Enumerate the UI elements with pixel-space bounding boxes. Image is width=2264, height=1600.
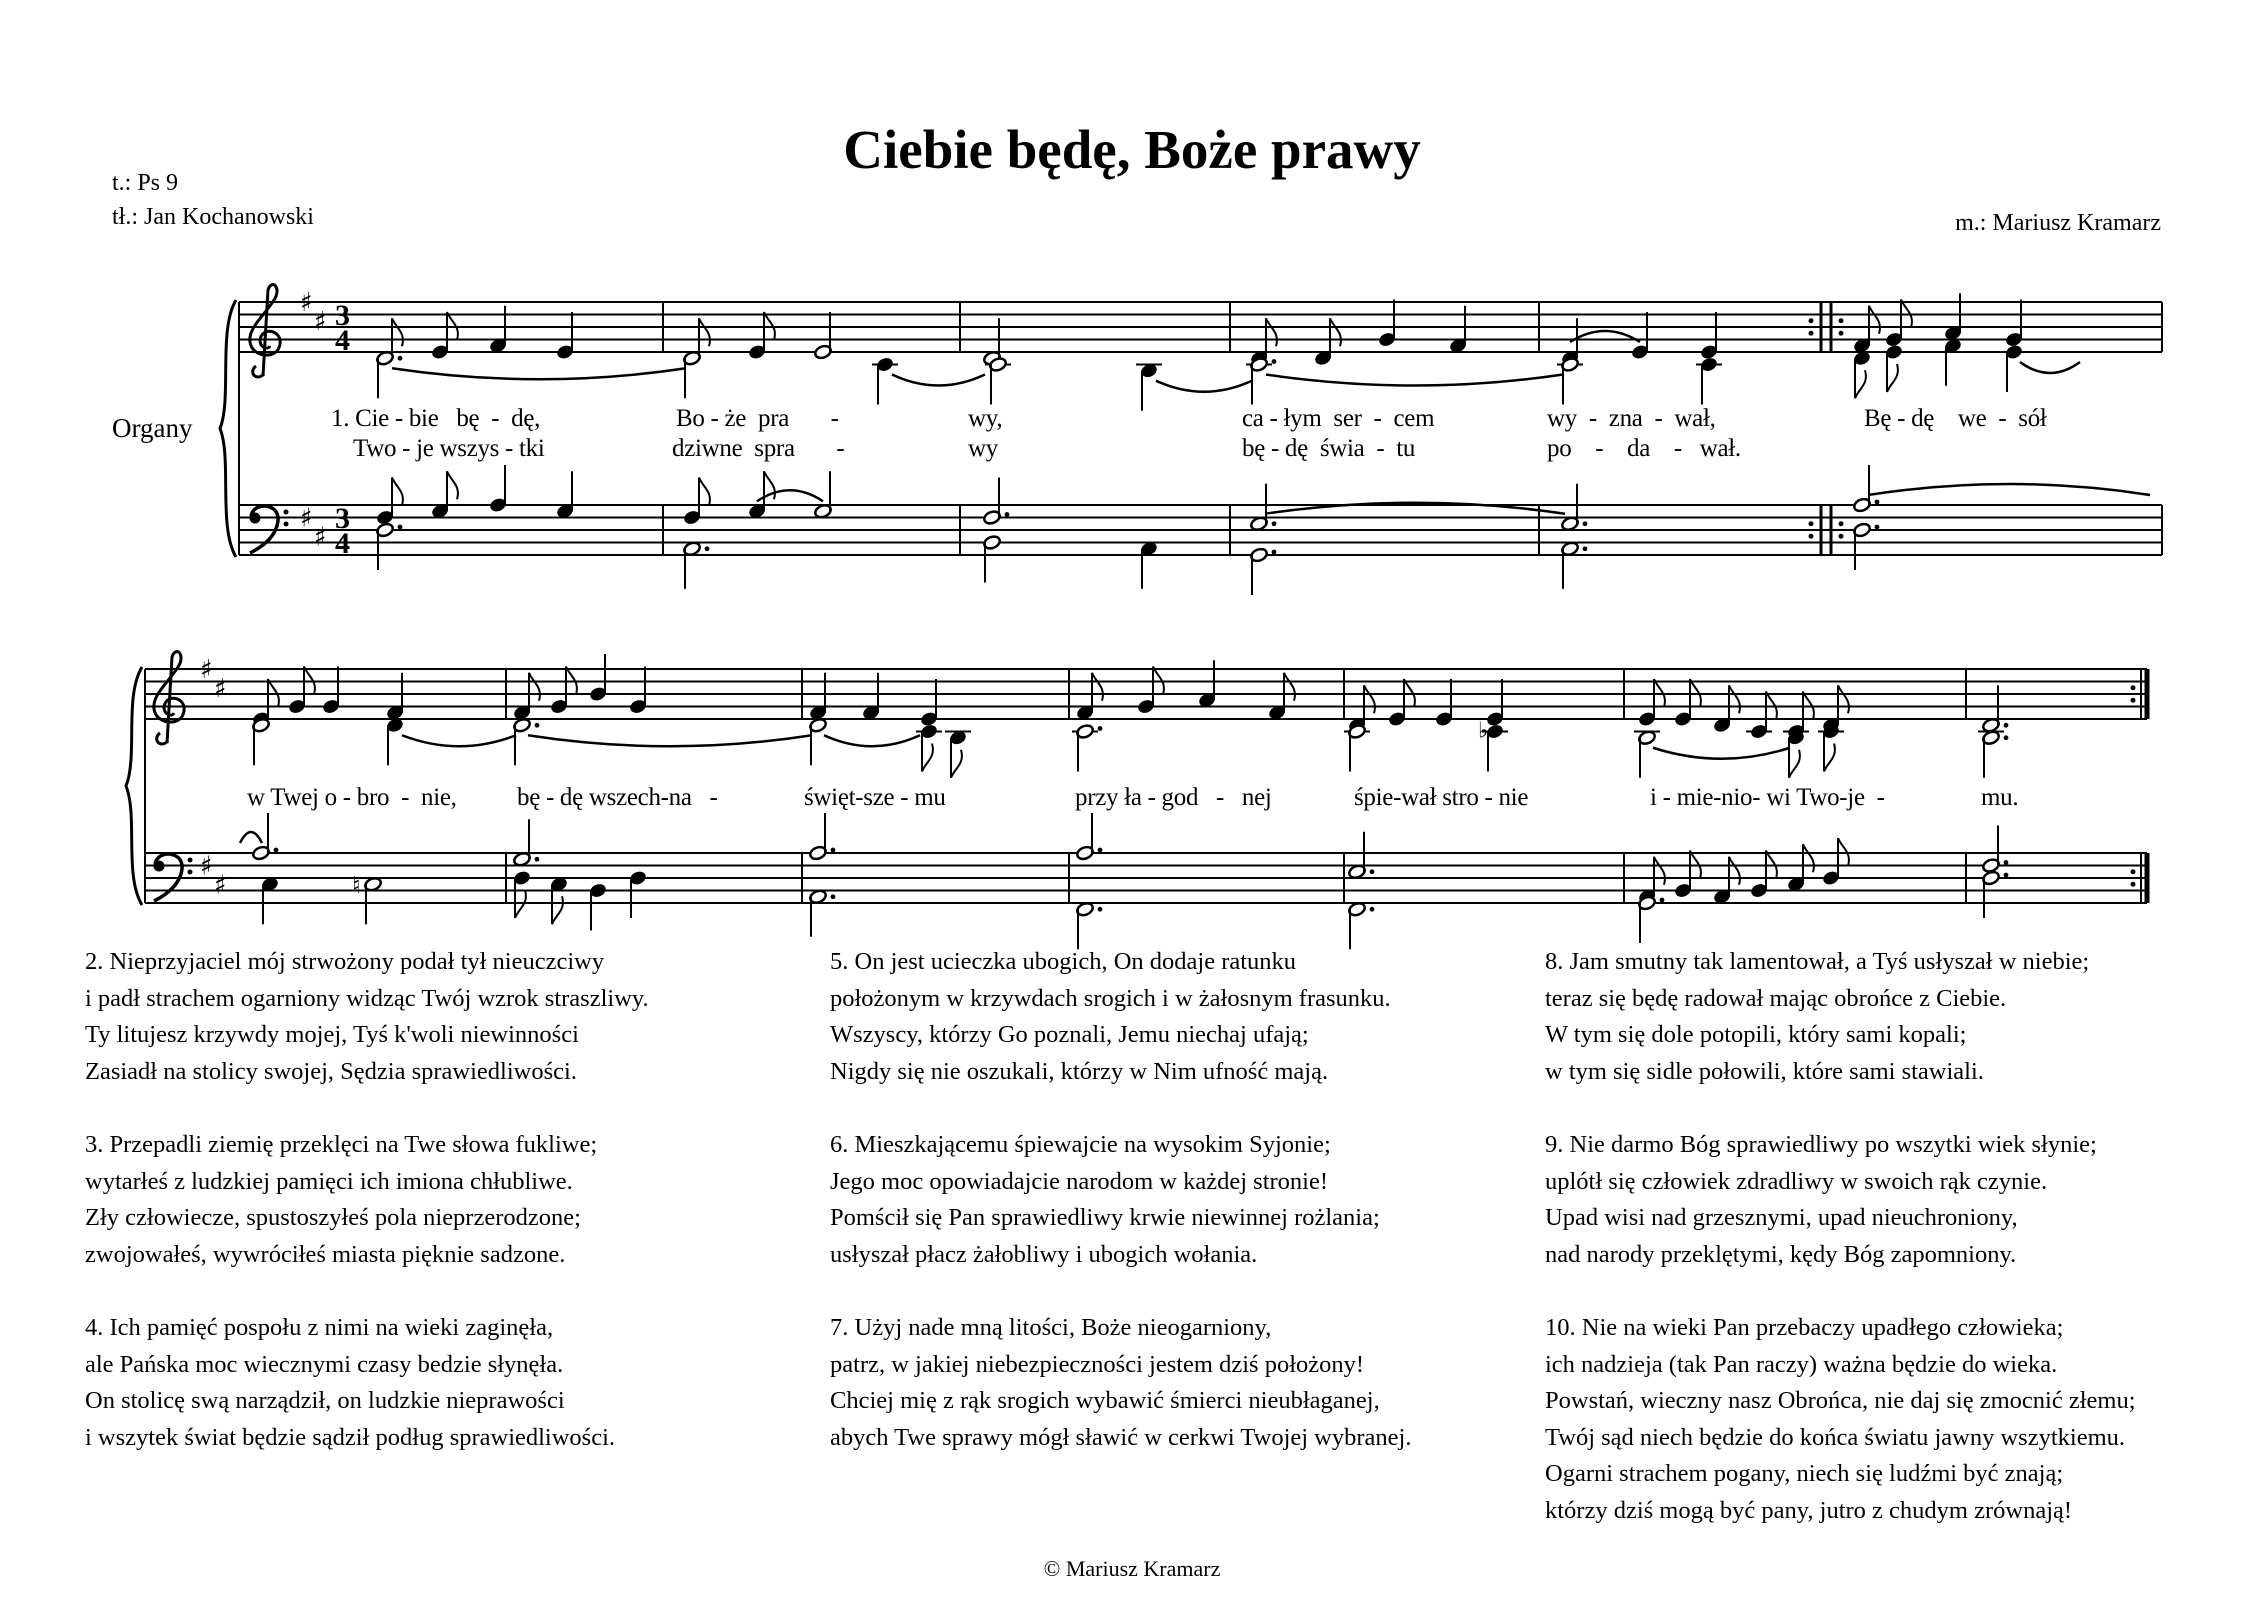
augmentation-dot <box>2004 735 2009 740</box>
stanza-line: teraz się będę radował mając obrońce z Ciebie. <box>1545 984 2007 1012</box>
treble-clef-icon <box>154 652 184 744</box>
augmentation-dot <box>1272 521 1277 526</box>
slur <box>757 490 823 501</box>
stanza <box>830 944 1411 1090</box>
augmentation-dot <box>2004 723 2009 728</box>
stanza-line: 8. Jam smutny tak lamentował, a Tyś usłyszał w niebie; <box>1545 948 2090 975</box>
lyric-verse1: ca - łym ser - cem <box>1242 405 1435 432</box>
sharp-icon: ♯ <box>214 870 227 901</box>
note-flag <box>392 318 403 346</box>
sharp-icon: ♯ <box>200 655 213 685</box>
note-flag <box>1855 370 1866 398</box>
slur <box>528 735 812 746</box>
note-flag <box>392 478 403 506</box>
slur <box>240 832 262 843</box>
stanza-line: Upad wisi nad grzesznymi, upad nieuchroniony, <box>1545 1204 2018 1232</box>
augmentation-dot <box>398 525 403 530</box>
note-flag <box>447 471 458 499</box>
augmentation-dot <box>1005 512 1010 517</box>
lyric-verse1: 1. Cie - bie bę - dę, <box>331 405 541 432</box>
lyric-system2: święt-sze - mu <box>804 784 946 811</box>
note-flag <box>1729 857 1740 885</box>
stanza-line: ale Pańska moc wiecznymi czasy bedzie słynęła. <box>85 1350 564 1378</box>
augmentation-dot <box>1098 848 1103 853</box>
stanza-line: Zasiadł na stolicy swojej, Sędzia sprawiedliwości. <box>85 1057 577 1085</box>
page-title: Ciebie będę, Boże prawy <box>843 119 1421 180</box>
stanza <box>85 1310 649 1456</box>
stanza-line: 2. Nieprzyjaciel mój strwożony podał tył nieuczciwy <box>85 948 605 975</box>
note-flag <box>1364 685 1375 713</box>
brace <box>220 300 236 557</box>
stanza-line: uplótł się człowiek zdradliwy w swoich rąk czynie. <box>1545 1167 2048 1195</box>
stanza-line: Nigdy się nie oszukali, którzy w Nim ufność mają. <box>830 1057 1329 1085</box>
augmentation-dot <box>2004 873 2009 878</box>
repeat-dot <box>2131 685 2136 690</box>
stanza-line: 9. Nie darmo Bóg sprawiedliwy po wszytki wiek słynie; <box>1545 1130 2097 1158</box>
stanza-line: Pomścił się Pan sprawiedliwy krwie niewinnej rożlania; <box>830 1204 1380 1232</box>
stanza-line: 5. On jest ucieczka ubogich, On dodaje ratunku <box>830 948 1297 975</box>
bass-clef-dot <box>188 858 193 863</box>
augmentation-dot <box>1583 546 1588 551</box>
lyric-verse1: wy, <box>968 405 1003 432</box>
time-signature-numerator: 3 <box>335 299 350 332</box>
repeat-dot <box>1809 318 1814 323</box>
lyric-system2: mu. <box>1981 784 2019 811</box>
stanza <box>1545 1310 2136 1530</box>
lyric-verse2: dziwne spra - <box>672 435 845 462</box>
repeat-dot <box>2131 882 2136 887</box>
note-flag <box>1654 857 1665 885</box>
repeat-dot <box>2131 869 2136 874</box>
stanza-column <box>85 944 649 1493</box>
augmentation-dot <box>1272 359 1277 364</box>
sharp-icon: ♯ <box>200 851 213 882</box>
note-flag <box>1266 318 1277 346</box>
stanza-line: położonym w krzywdach srogich i w żałosnym frasunku. <box>830 984 1391 1012</box>
lyric-verse1: Bo - że pra - <box>676 405 839 432</box>
instrument-name: Organy <box>112 413 193 443</box>
bass-clef-dot <box>284 510 289 515</box>
sharp-icon: ♯ <box>314 306 327 337</box>
stanza-line: Wszyscy, którzy Go poznali, Jemu niechaj ufają; <box>830 1021 1309 1049</box>
stanza-line: ich nadzieja (tak Pan raczy) ważna będzie do wieka. <box>1545 1350 2058 1378</box>
note-flag <box>1330 318 1341 346</box>
stanza-line: On stolicę swą narządził, on ludzkie nieprawości <box>85 1387 565 1415</box>
note-flag <box>1284 673 1295 701</box>
slur <box>392 368 686 379</box>
augmentation-dot <box>705 546 710 551</box>
copyright-footer: © Mariusz Kramarz <box>1043 1556 1221 1581</box>
stanza-line: usłyszał płacz żałobliwy i ubogich wołania. <box>830 1240 1258 1268</box>
note-flag <box>552 896 563 924</box>
time-signature-denominator: 4 <box>335 324 350 357</box>
slur <box>892 375 985 386</box>
repeat-dot <box>1839 534 1844 539</box>
augmentation-dot <box>1875 525 1880 530</box>
slur <box>1868 484 2150 495</box>
lyric-system2: przy ła - god - nej <box>1075 784 1272 811</box>
augmentation-dot <box>1370 907 1375 912</box>
bass-clef-dot <box>284 522 289 527</box>
stanza-line: wytarłeś z ludzkiej pamięci ich imiona chłubliwe. <box>85 1167 573 1195</box>
note-flag <box>529 673 540 701</box>
sharp-icon: ♯ <box>214 673 227 704</box>
stanza-column <box>830 944 1411 1493</box>
stanza <box>85 1127 649 1273</box>
time-signature-numerator: 3 <box>335 502 350 535</box>
stanza-line: Ty litujesz krzywdy mojej, Tyś k'woli niewinności <box>85 1021 579 1049</box>
repeat-dot <box>1839 521 1844 526</box>
stanza-line: Jego moc opowiadajcie narodom w każdej stronie! <box>830 1167 1329 1195</box>
note-flag <box>1092 673 1103 701</box>
stanza-line: 10. Nie na wieki Pan przebaczy upadłego człowieka; <box>1545 1313 2064 1341</box>
stanza-line: W tym się dole potopili, który sami kopali; <box>1545 1021 1967 1049</box>
slur <box>824 735 920 746</box>
note-flag <box>1869 306 1880 334</box>
stanza-line: Ogarni strachem pogany, niech się ludźmi być znają; <box>1545 1460 2064 1488</box>
note-flag <box>1824 744 1835 772</box>
translation-credit: tł.: Jan Kochanowski <box>112 204 314 230</box>
sharp-icon: ♯ <box>300 503 313 534</box>
stanza-line: Chciej mię z rąk srogich wybawić śmierci nieubłaganej, <box>830 1387 1380 1415</box>
treble-clef-icon <box>250 285 280 377</box>
stanza-line: i padł strachem ogarniony widząc Twój wzrok straszliwy. <box>85 984 649 1012</box>
lyric-verse1: wy - zna - wał, <box>1547 405 1716 432</box>
note-flag <box>922 744 933 772</box>
stanza-line: 6. Mieszkającemu śpiewajcie na wysokim Syjonie; <box>830 1130 1331 1158</box>
lyric-system2: śpie-wał stro - nie <box>1354 784 1529 811</box>
augmentation-dot <box>398 356 403 361</box>
augmentation-dot <box>2004 860 2009 865</box>
stanza-line: 3. Przepadli ziemię przeklęci na Twe słowa fukliwe; <box>85 1130 598 1158</box>
repeat-dot <box>1809 521 1814 526</box>
note-flag <box>1887 364 1898 392</box>
stanza-line: Zły człowiecze, spustoszyłeś pola nieprzerodzone; <box>85 1204 581 1232</box>
repeat-dot <box>1839 318 1844 323</box>
lyric-verse2: wy <box>968 435 998 462</box>
music-credit: m.: Mariusz Kramarz <box>1955 210 2161 236</box>
stanza <box>85 944 649 1090</box>
slur <box>402 735 516 746</box>
bass-clef-dot <box>188 870 193 875</box>
augmentation-dot <box>1370 869 1375 874</box>
slur <box>1156 381 1252 392</box>
lyric-verse2: Two - je wszys - tki <box>353 435 545 462</box>
stanza-line: Powstań, wieczny nasz Obrońca, nie daj się zmocnić złemu; <box>1545 1387 2136 1415</box>
stanza-line: Twój sąd niech będzie do końca światu jawny wszytkiemu. <box>1545 1423 2126 1451</box>
slur <box>1266 375 1563 386</box>
augmentation-dot <box>1098 726 1103 731</box>
note-flag <box>1729 685 1740 713</box>
stanza <box>830 1310 1411 1456</box>
stanza-line: nad narody przeklętymi, kędy Bóg zapomniony. <box>1545 1240 2017 1268</box>
stanza-line: 7. Użyj nade mną litości, Boże nieogarniony, <box>830 1313 1272 1341</box>
augmentation-dot <box>535 857 540 862</box>
augmentation-dot <box>1272 550 1277 555</box>
stanza <box>1545 944 2136 1090</box>
augmentation-dot <box>1098 907 1103 912</box>
repeat-dot <box>1809 331 1814 336</box>
lyric-system2: i - mie-nio- wi Two-je - <box>1650 784 1885 811</box>
note-flag <box>699 478 710 506</box>
note-flag <box>699 318 710 346</box>
stanza-line: którzy dziś mogą być pany, jutro z chudym zrównają! <box>1545 1496 2073 1524</box>
time-signature-denominator: 4 <box>335 527 350 560</box>
stanza-line: abych Twe sprawy mógł sławić w cerkwi Twojej wybranej. <box>830 1423 1412 1451</box>
stanza-line: w tym się sidle połowili, które sami stawiali. <box>1545 1057 1984 1085</box>
note-flag <box>1789 750 1800 778</box>
augmentation-dot <box>1660 898 1665 903</box>
repeat-dot <box>2131 698 2136 703</box>
note-flag <box>1838 685 1849 713</box>
augmentation-dot <box>831 848 836 853</box>
augmentation-dot <box>1583 521 1588 526</box>
augmentation-dot <box>831 894 836 899</box>
stanza <box>1545 1127 2136 1273</box>
lyric-verse2: bę - dę świa - tu <box>1242 435 1416 462</box>
stanza <box>830 1127 1411 1273</box>
repeat-dot <box>1839 331 1844 336</box>
lyric-verse2: po - da - wał. <box>1547 435 1741 462</box>
stanza-line: i wszytek świat będzie sądził podług sprawiedliwości. <box>85 1423 616 1451</box>
flat-icon: ♭ <box>1478 718 1489 744</box>
sharp-icon: ♯ <box>300 288 313 318</box>
stanza-column <box>1545 944 2136 1566</box>
text-source: t.: Ps 9 <box>112 170 179 196</box>
slur <box>2020 362 2080 373</box>
slur <box>1653 748 1790 759</box>
lyric-system2: bę - dę wszech-na - <box>517 784 718 811</box>
sharp-icon: ♯ <box>314 522 327 553</box>
stanza-line: 4. Ich pamięć pospołu z nimi na wieki zaginęła, <box>85 1313 554 1341</box>
note-flag <box>951 750 962 778</box>
lyric-verse1: Bę - dę we - sół <box>1864 405 2047 432</box>
natural-icon: ♮ <box>352 871 361 900</box>
brace <box>126 667 142 905</box>
stanza-line: patrz, w jakiej niebezpieczności jestem dziś położony! <box>830 1350 1365 1378</box>
lyric-system2: w Twej o - bro - nie, <box>247 784 457 811</box>
augmentation-dot <box>1875 500 1880 505</box>
augmentation-dot <box>274 848 279 853</box>
note-flag <box>1803 844 1814 872</box>
stanza-line: zwojowałeś, wywróciłeś miasta pięknie sadzone. <box>85 1240 566 1268</box>
augmentation-dot <box>535 723 540 728</box>
repeat-dot <box>1809 534 1814 539</box>
